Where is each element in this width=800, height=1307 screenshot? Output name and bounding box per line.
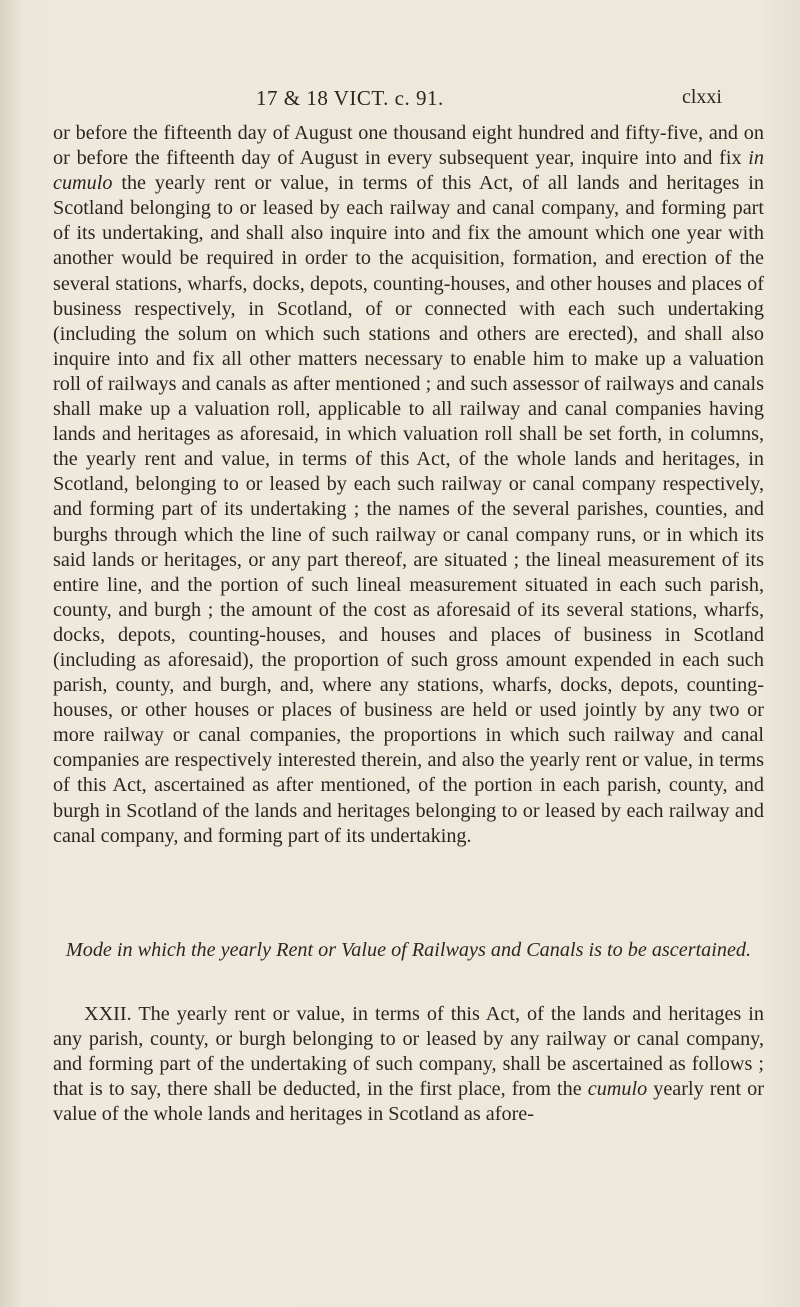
section-number: XXII.: [84, 1003, 132, 1025]
body-paragraph-1: [53, 121, 764, 849]
paragraph-2-text-a: The yearly rent or value, in terms of this Act, of the lands and heritages in any parish, county, or burgh belonging to or leased by any railway or canal company, and forming part of the undertaking of such company, shall be ascertained as follows ; that is to say, there shall be deducted, in the first place, from the: [53, 1003, 764, 1101]
page-number: clxxi: [682, 86, 722, 108]
section-heading: Mode in which the yearly Rent or Value of Railways and Canals is to be ascertained.: [65, 939, 752, 961]
paragraph-2-text-b: yearly rent or value of the whole lands and heritages in Scotland as afore-: [53, 1078, 764, 1126]
body-paragraph-2: [53, 1002, 764, 1127]
paragraph-1-italic-phrase: in cumulo: [53, 147, 764, 195]
running-title: 17 & 18 VICT. c. 91.: [256, 86, 444, 110]
page-header: [0, 86, 800, 116]
paragraph-1-text-a: or before the fifteenth day of August one thousand eight hundred and fifty-five, and on or before the fifteenth day of August in every subsequent year, inquire into and fix: [53, 122, 764, 170]
paragraph-1-text-b: the yearly rent or value, in terms of this Act, of all lands and heritages in Scotland belonging to or leased by each railway and canal company, and forming part of its undertaking, and shall also inquire into and fix the amount which one year with another would be required in order to the acquisition, formation, and erection of the several stations, wharfs, docks, depots, counting-houses, and other houses and places of business respectively, in Scotland, of or connected with each such undertaking (including the solum on which such stations and others are erected), and shall also inquire into and fix all other matters necessary to enable him to make up a valuation roll of railways and canals as after mentioned ; and such assessor of railways and canals shall make up a valuation roll, applicable to all railway and canal companies having lands and heritages as aforesaid, in which valuation roll shall be set forth, in columns, the yearly rent and value, in terms of this Act, of the whole lands and heritages, in Scotland, belonging to or leased by each such railway or canal company respectively, and forming part of its undertaking ; the names of the several parishes, counties, and burghs through which the line of such railway or canal company runs, or in which its said lands or heritages, or any part thereof, are situated ; the lineal measurement of its entire line, and the portion of such lineal measurement situated in each such parish, county, and burgh ; the amount of the cost as aforesaid of its several stations, wharfs, docks, depots, counting-houses, and houses and places of business in Scotland (including as aforesaid), the proportion of such gross amount expended in each such parish, county, and burgh, and, where any stations, wharfs, docks, depots, counting-houses, or other houses or places of business are held or used jointly by any two or more railway or canal companies, the proportions in which such railway and canal companies are respectively interested therein, and also the yearly rent or value, in terms of this Act, ascertained as after mentioned, of the portion in each parish, county, and burgh in Scotland of the lands and heritages belonging to or leased by each railway and canal company, and forming part of its undertaking.: [53, 172, 764, 847]
paragraph-2-italic-phrase: cumulo: [587, 1078, 648, 1101]
